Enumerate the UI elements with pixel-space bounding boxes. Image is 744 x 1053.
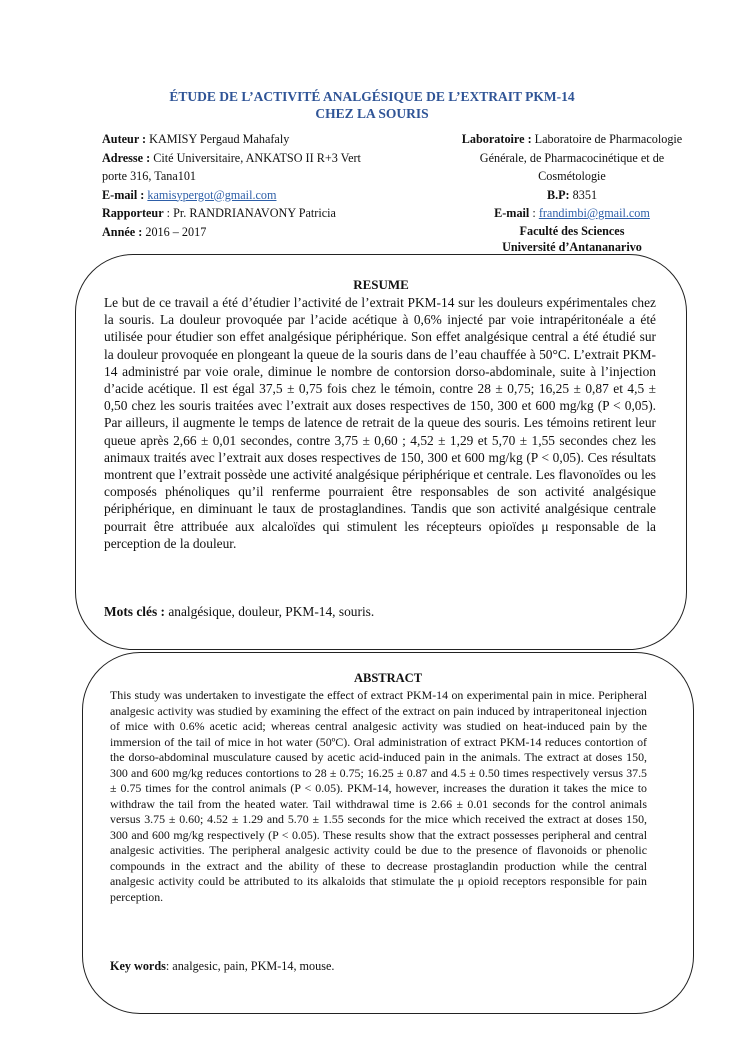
abstract-body: This study was undertaken to investigate the effect of extract PKM-14 on experimental pain in mice. Peripheral analgesic activity was studied by examining the effect of the extract on pain induced by intraperitoneal injection of mice with 0.6% acetic acid; whereas central analgesic activity was studied on heat-induced pain by the immersion of the tail of mice in hot water (50ºC). Oral administration of extract PKM-14 reduces contortion of the dorso-abdominal musculature caused by acetic acid-induced pain in the animals. The extract at doses 150, 300 and 600 mg/kg reduces contortions to 28 ± 0.75; 16.25 ± 0.87 and 4.5 ± 0.50 times respectively versus 37.5 ± 0.75 times for the control animals (P < 0.05). PKM-14, however, increases the duration it takes the mice to withdraw the tail from the heated water. Tail withdrawal time is 2.66 ± 0.01 seconds for the control animals versus 3.75 ± 0.60; 4.52 ± 1.29 and 5.70 ± 1.55 seconds for the mice which received the extract at doses 150, 300 and 600 mg/kg respectively (P < 0.05). These results show that the extract possesses peripheral and central analgesic activities. The peripheral analgesic activity could be due to the presence of flavonoids or phenolic compounds in the extract and the ability of these to decrease prostaglandin production while the central analgesic activity could be attributed to its alkaloids that stimulate the μ opioid receptors responsible for pain perception. xyxy=(110,688,647,904)
rapporteur-row xyxy=(102,204,422,223)
lab-line-2: Générale, de Pharmacocinétique et de xyxy=(479,150,665,165)
resume-keywords-value: analgésique, douleur, PKM-14, souris. xyxy=(168,604,375,619)
rapporteur-label: Rapporteur xyxy=(102,206,164,220)
rapporteur-name: : Pr. RANDRIANAVONY Patricia xyxy=(166,206,336,220)
bp-value: 8351 xyxy=(572,187,598,202)
lab-info xyxy=(440,130,704,255)
lab-row xyxy=(440,130,704,149)
year-value: 2016 – 2017 xyxy=(145,224,207,239)
university: Université d’Antananarivo xyxy=(502,239,642,254)
author-name: KAMISY Pergaud Mahafaly xyxy=(149,132,290,146)
bp-label: B.P: xyxy=(546,187,570,202)
lab-email-row xyxy=(440,204,704,223)
year-label: Année : xyxy=(102,224,143,239)
title-line-1: ÉTUDE DE L’ACTIVITÉ ANALGÉSIQUE DE L’EXTRAIT PKM-14 xyxy=(169,89,575,104)
author-row xyxy=(102,130,422,149)
title-line-2: CHEZ LA SOURIS xyxy=(315,106,429,121)
faculty: Faculté des Sciences xyxy=(519,223,625,238)
abstract-heading: ABSTRACT xyxy=(353,671,423,685)
resume-keywords xyxy=(104,604,656,620)
lab-line-1: Laboratoire de Pharmacologie xyxy=(534,132,683,146)
author-email-link[interactable]: kamisypergot@gmail.com xyxy=(147,187,277,202)
lab-label: Laboratoire : xyxy=(461,132,532,146)
address-line-1: Cité Universitaire, ANKATSO II R+3 Vert xyxy=(153,150,361,165)
resume-keywords-label: Mots clés : xyxy=(104,604,165,619)
author-email-row xyxy=(102,186,422,205)
resume-body: Le but de ce travail a été d’étudier l’activité de l’extrait PKM-14 sur les douleurs expérimentales chez la souris. La douleur provoquée par l’acide acétique à 0,6% injecté par voie intrapéritonéale a été utilisée pour étudier son effet analgésique périphérique. Son effet analgésique central a été étudié sur la douleur provoquée en plongeant la queue de la souris dans de l’eau chauffée à 50°C. L’extrait PKM-14 administré par voie orale, diminue le nombre de contorsion dorso-abdominale, suite à l’injection d’acide acétique. Il est égal 37,5 ± 0,75 fois chez le témoin, contre 28 ± 0,75; 16,25 ± 0,87 et 4,5 ± 0,50 chez les souris traitées avec l’extrait aux doses respectives de 150, 300 et 600 mg/kg (P < 0,05). Par ailleurs, il augmente le temps de latence de retrait de la queue des souris. Les témoins retirent leur queue après 2,66 ± 0,01 secondes, contre 3,75 ± 0,60 ; 4,52 ± 1,29 et 5,70 ± 1,55 secondes chez les animaux traités avec l’extrait aux doses respectives de 150, 300 et 600 mg/kg (P < 0,05). Ces résultats montrent que l’extrait possède une activité analgésique périphérique et centrale. Les flavonoïdes ou les composés phénoliques qu’il renferme pourraient être responsables de son activité analgésique périphérique, en diminuant le taux de prostaglandines. Tandis que son activité analgésique centrale pourrait être attribuée aux alcaloïdes qui stimulent les récepteurs opioïdes μ responsable de la perception de la douleur. xyxy=(104,295,656,551)
abstract-keywords-label: Key words xyxy=(110,959,166,973)
address-label: Adresse : xyxy=(102,150,151,165)
address-line-2: porte 316, Tana101 xyxy=(102,169,197,183)
lab-email-link[interactable]: frandimbi@gmail.com xyxy=(538,206,650,220)
year-row xyxy=(102,223,422,242)
author-email-label: E-mail : xyxy=(102,187,145,202)
abstract-keywords xyxy=(110,959,647,974)
address-row xyxy=(102,149,422,168)
paper-title xyxy=(60,88,684,122)
author-info xyxy=(102,130,422,241)
lab-email-label: E-mail xyxy=(494,206,530,220)
resume-heading: RESUME xyxy=(353,277,409,292)
lab-email-sep: : xyxy=(532,206,536,220)
lab-line-3: Cosmétologie xyxy=(538,169,606,183)
author-label: Auteur : xyxy=(102,132,147,146)
abstract-keywords-value: : analgesic, pain, PKM-14, mouse. xyxy=(165,959,335,973)
bp-row xyxy=(440,186,704,205)
